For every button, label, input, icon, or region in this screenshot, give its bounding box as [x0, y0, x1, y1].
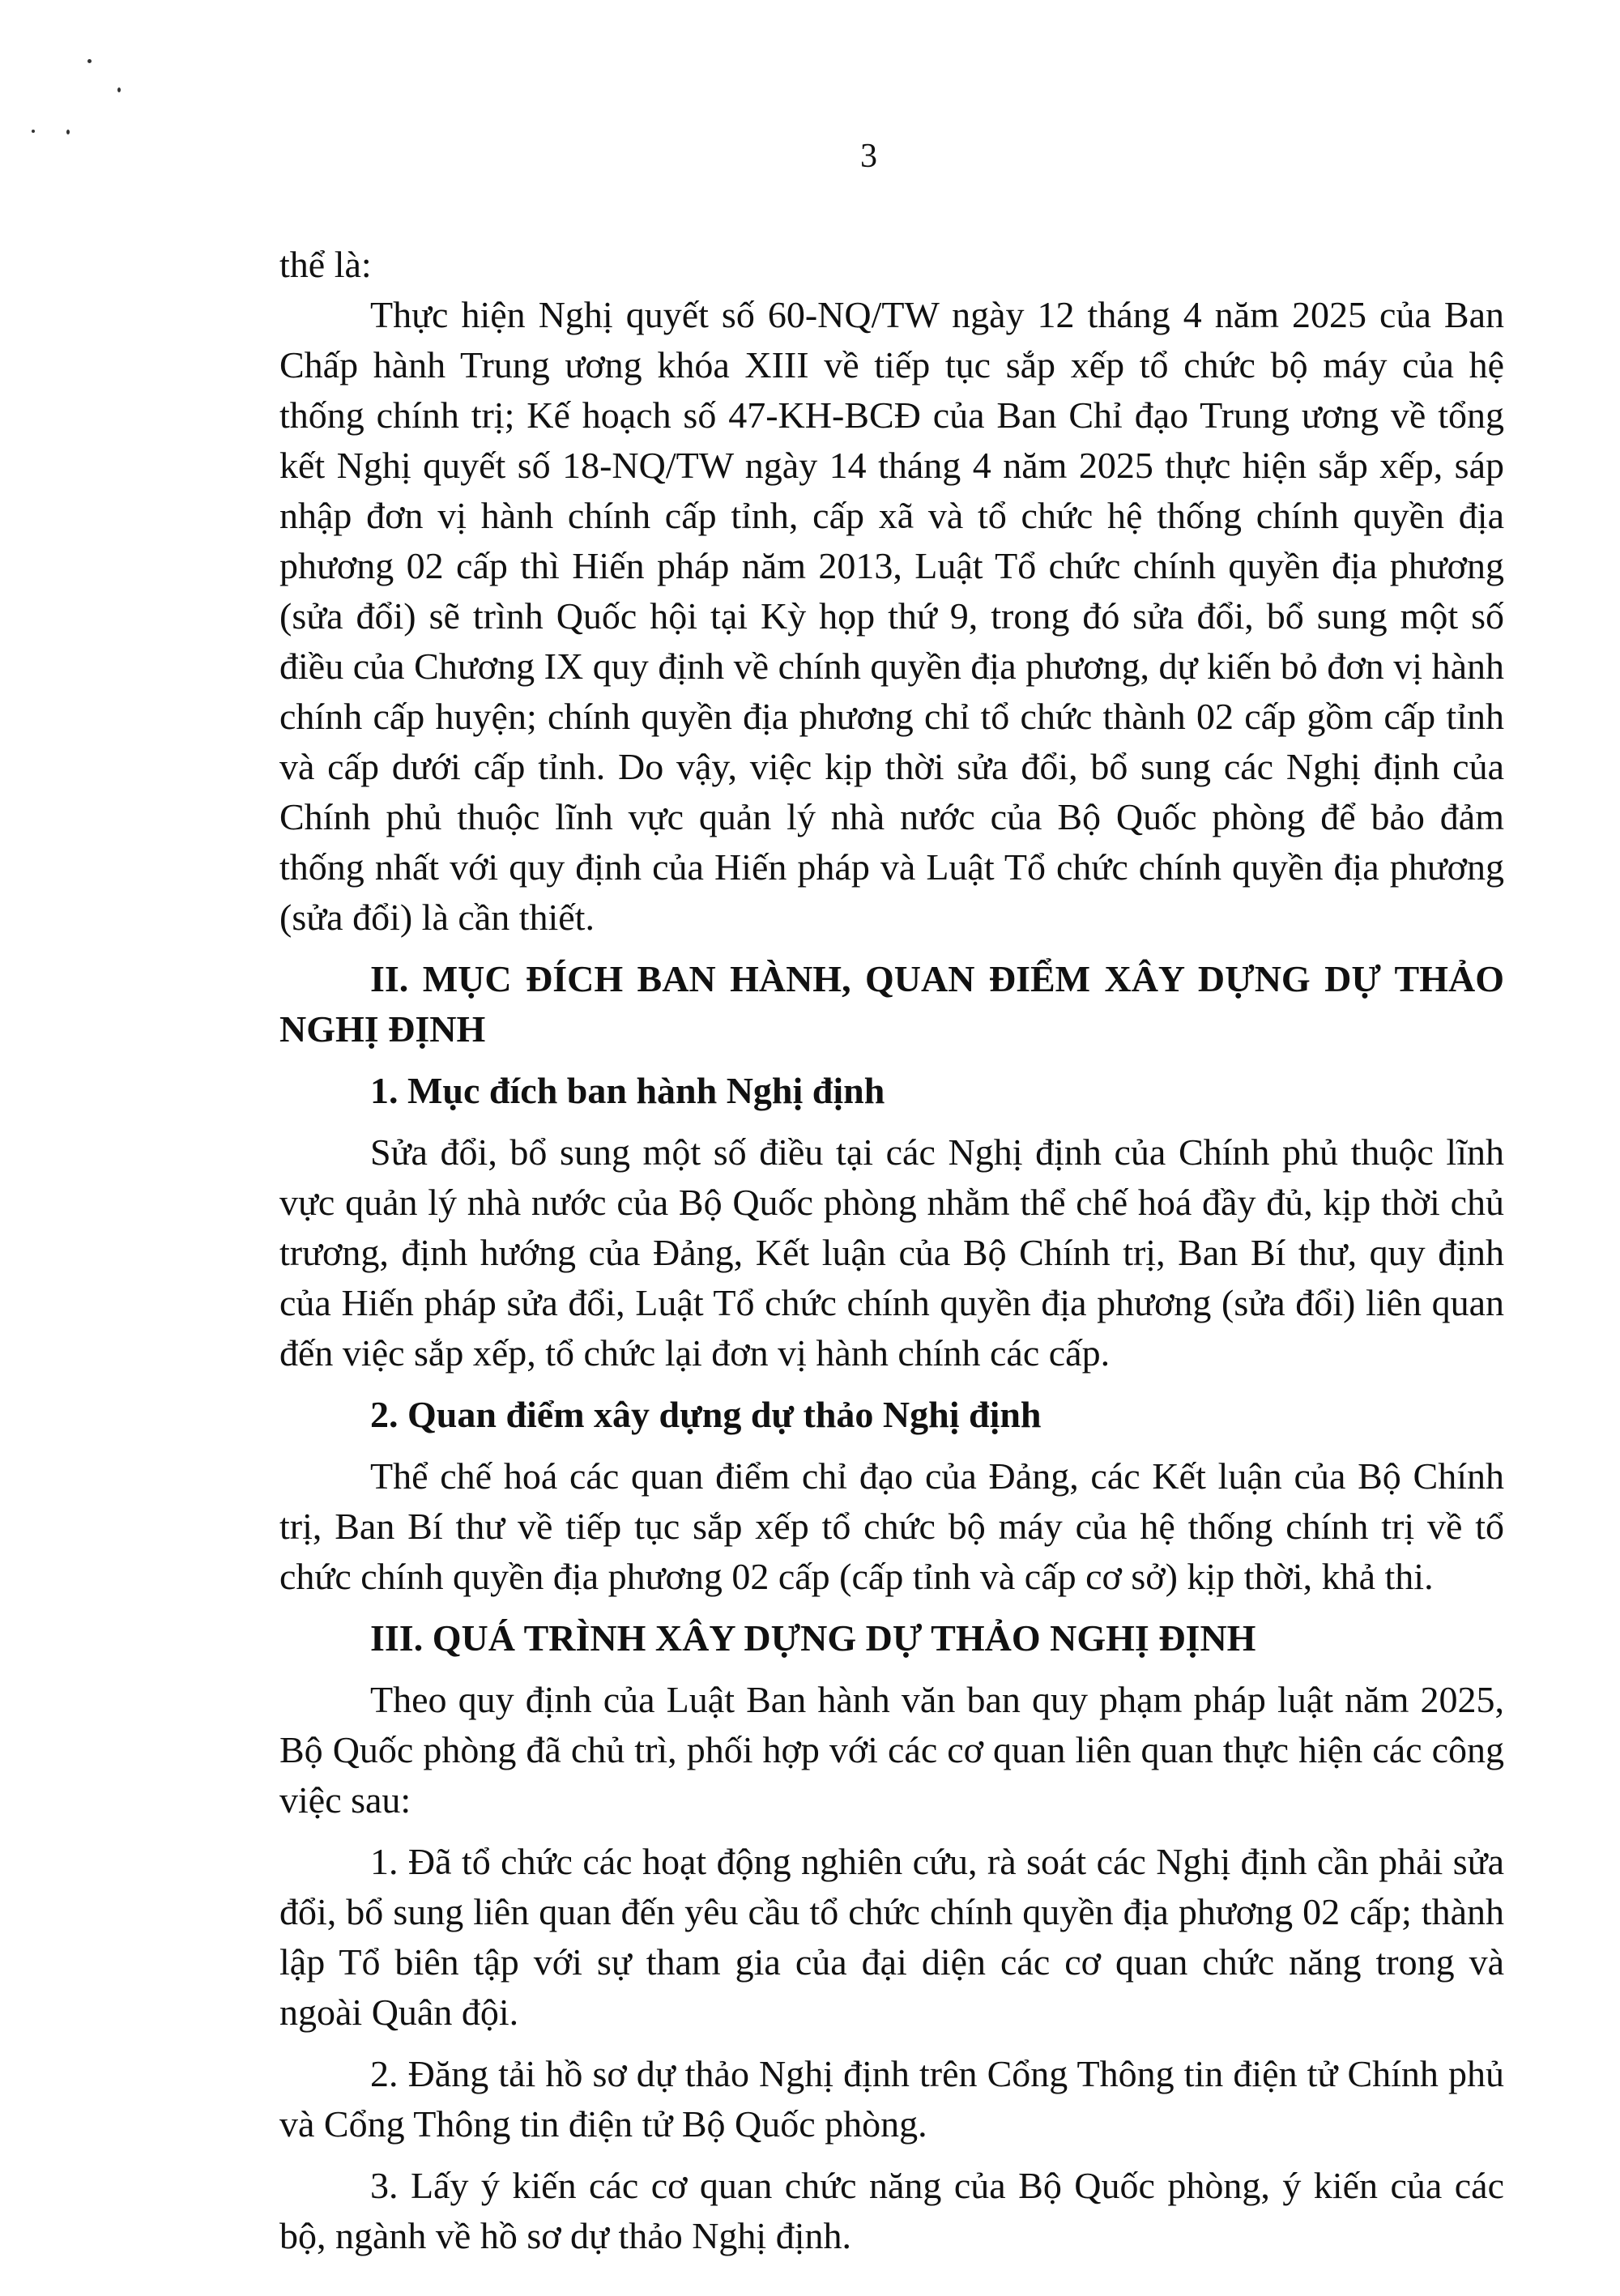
paragraph-viewpoint: Thể chế hoá các quan điểm chỉ đạo của Đảng, các Kết luận của Bộ Chính trị, Ban Bí thư về tiếp tục sắp xếp tổ chức bộ máy của hệ thống chính trị về tổ chức chính quyền địa phương 02 cấp (cấp tỉnh và cấp cơ sở) kịp thời, khả thi.	[279, 1455, 1504, 1597]
scan-speck	[32, 130, 35, 133]
document-body	[279, 240, 1504, 2261]
list-item-research-and-review: 1. Đã tổ chức các hoạt động nghiên cứu, rà soát các Nghị định cần phải sửa đổi, bổ sung liên quan đến yêu cầu tổ chức chính quyền địa phương 02 cấp; thành lập Tổ biên tập với sự tham gia của đại diện các cơ quan chức năng trong và ngoài Quân đội.	[279, 1841, 1504, 2033]
intro-text: thể là:	[279, 244, 372, 285]
subsection-heading-viewpoint: 2. Quan điểm xây dựng dự thảo Nghị định	[370, 1394, 1042, 1435]
section-heading-purpose-and-viewpoint: II. MỤC ĐÍCH BAN HÀNH, QUAN ĐIỂM XÂY DỰNG DỰ THẢO NGHỊ ĐỊNH	[279, 958, 1504, 1050]
page-number: 3	[860, 138, 877, 175]
scan-speck	[66, 130, 70, 134]
paragraph-purpose: Sửa đổi, bổ sung một số điều tại các Nghị định của Chính phủ thuộc lĩnh vực quản lý nhà nước của Bộ Quốc phòng nhằm thể chế hoá đầy đủ, kịp thời chủ trương, định hướng của Đảng, Kết luận của Bộ Chính trị, Ban Bí thư, quy định của Hiến pháp sửa đổi, Luật Tổ chức chính quyền địa phương (sửa đổi) liên quan đến việc sắp xếp, tổ chức lại đơn vị hành chính các cấp.	[279, 1131, 1504, 1374]
section-heading-drafting-process: III. QUÁ TRÌNH XÂY DỰNG DỰ THẢO NGHỊ ĐỊNH	[370, 1617, 1256, 1659]
list-item-consultation: 3. Lấy ý kiến các cơ quan chức năng của Bộ Quốc phòng, ý kiến của các bộ, ngành về hồ sơ dự thảo Nghị định.	[279, 2165, 1504, 2256]
list-item-publication: 2. Đăng tải hồ sơ dự thảo Nghị định trên Cổng Thông tin điện tử Chính phủ và Cổng Thông tin điện tử Bộ Quốc phòng.	[279, 2053, 1504, 2145]
scan-speck	[87, 59, 92, 63]
scan-speck	[117, 87, 121, 92]
subsection-heading-purpose: 1. Mục đích ban hành Nghị định	[370, 1070, 885, 1111]
paragraph-implementation-context: Thực hiện Nghị quyết số 60-NQ/TW ngày 12 tháng 4 năm 2025 của Ban Chấp hành Trung ương khóa XIII về tiếp tục sắp xếp tổ chức bộ máy của hệ thống chính trị; Kế hoạch số 47-KH-BCĐ của Ban Chỉ đạo Trung ương về tổng kết Nghị quyết số 18-NQ/TW ngày 14 tháng 4 năm 2025 thực hiện sắp xếp, sáp nhập đơn vị hành chính cấp tỉnh, cấp xã và tổ chức hệ thống chính quyền địa phương 02 cấp thì Hiến pháp năm 2013, Luật Tổ chức chính quyền địa phương (sửa đổi) sẽ trình Quốc hội tại Kỳ họp thứ 9, trong đó sửa đổi, bổ sung một số điều của Chương IX quy định về chính quyền địa phương, dự kiến bỏ đơn vị hành chính cấp huyện; chính quyền địa phương chỉ tổ chức thành 02 cấp gồm cấp tỉnh và cấp dưới cấp tỉnh. Do vậy, việc kịp thời sửa đổi, bổ sung các Nghị định của Chính phủ thuộc lĩnh vực quản lý nhà nước của Bộ Quốc phòng để bảo đảm thống nhất với quy định của Hiến pháp và Luật Tổ chức chính quyền địa phương (sửa đổi) là cần thiết.	[279, 294, 1504, 938]
paragraph-drafting-process-intro: Theo quy định của Luật Ban hành văn ban quy phạm pháp luật năm 2025, Bộ Quốc phòng đã chủ trì, phối hợp với các cơ quan liên quan thực hiện các công việc sau:	[279, 1679, 1504, 1821]
